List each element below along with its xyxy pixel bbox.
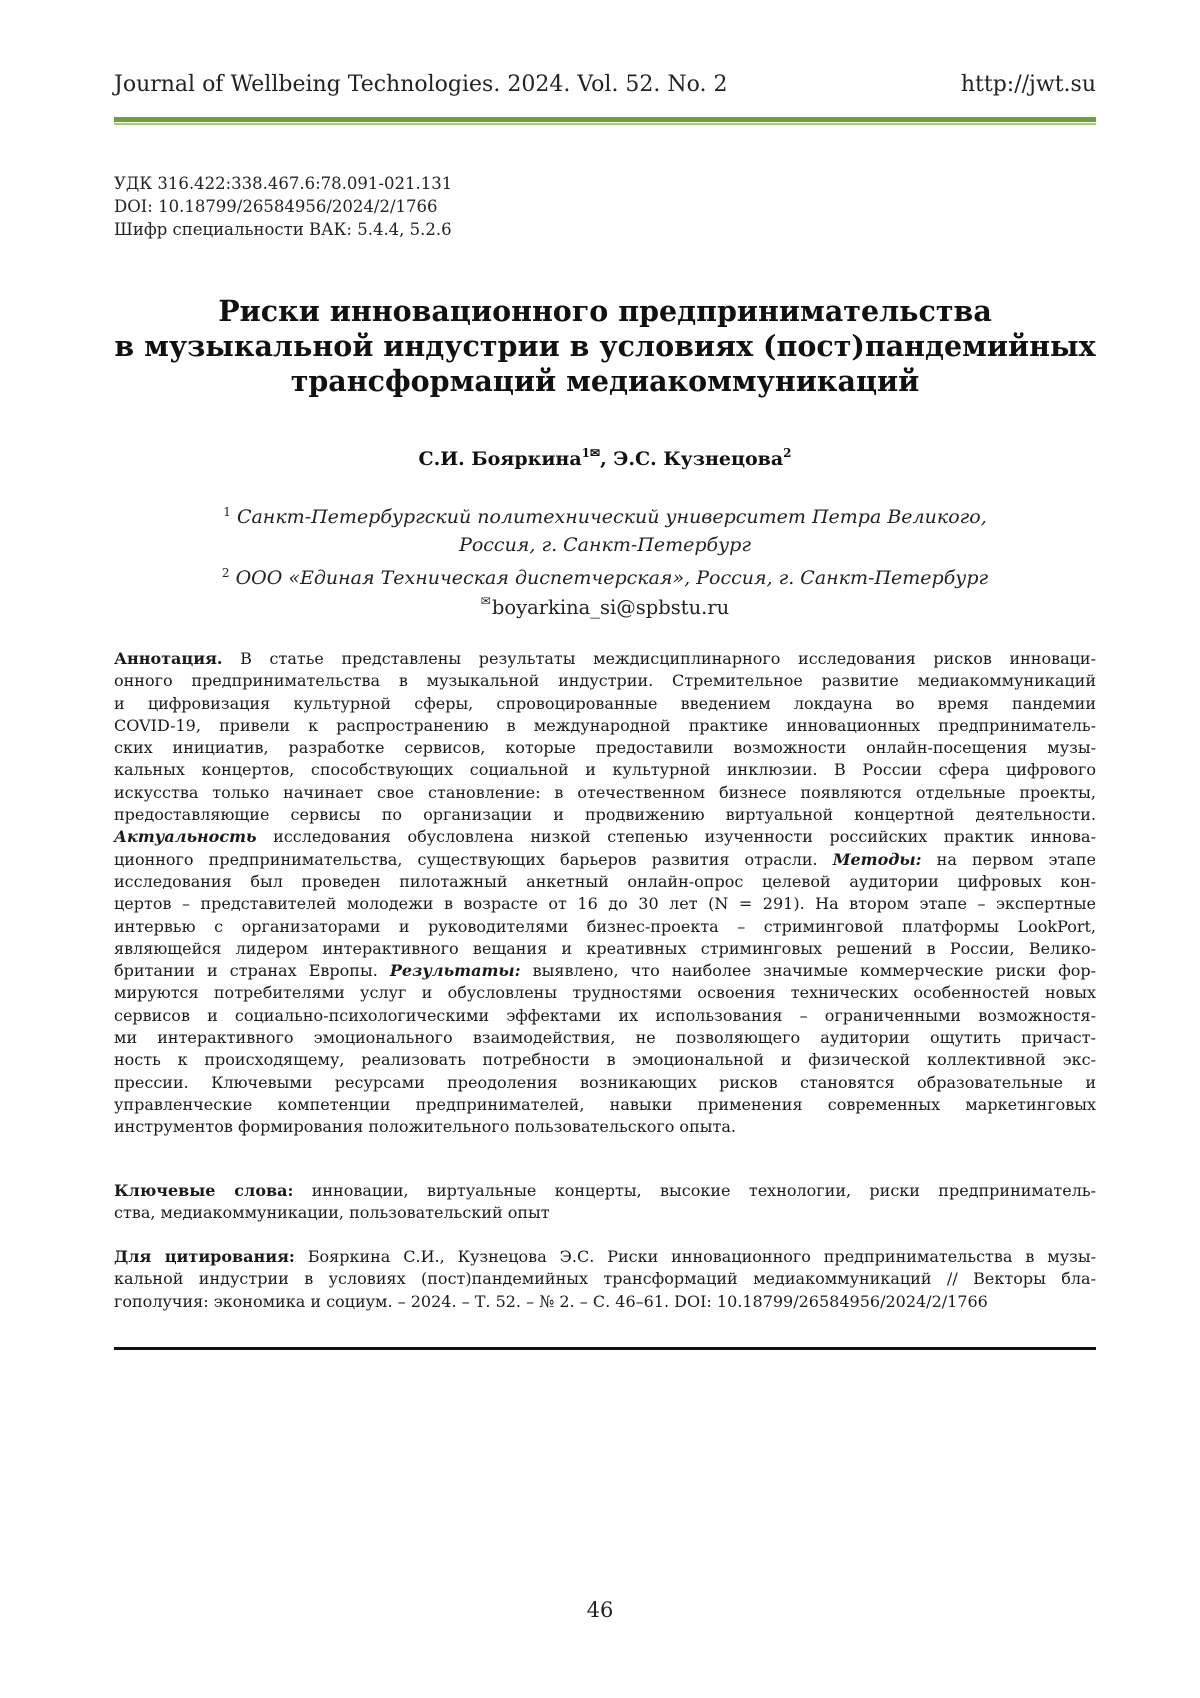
abstract-line: Аннотация. В статье представлены результаты междисциплинарного исследования рисков инноваци- [114, 649, 1096, 668]
abstract-line: интервью с организаторами и руководителями бизнес-проекта – стриминговой платформы LookPort, [114, 916, 1096, 936]
doi: DOI: 10.18799/26584956/2024/2/1766 [114, 197, 438, 216]
citation [114, 1246, 1096, 1313]
authors [114, 446, 1096, 470]
abstract-line: Актуальность исследования обусловлена низкой степенью изученности российских практик иннова- [114, 827, 1096, 847]
title-line: Риски инновационного предпринимательства [218, 294, 992, 328]
article-title [114, 294, 1096, 399]
journal-url[interactable]: http://jwt.su [960, 72, 1096, 97]
abstract-line: ми интерактивного эмоционального взаимодействия, не позволяющего аудитории ощутить причаст- [114, 1028, 1096, 1048]
abstract-line: исследования был проведен пилотажный анкетный онлайн-опрос целевой аудитории цифровых кон- [114, 871, 1096, 891]
abstract-line: мируются потребителями услуг и обусловлены трудностями освоения технических особенностей новых [114, 983, 1096, 1003]
abstract-line: предоставляющие сервисы по организации и продвижению виртуальной концертной деятельности. [114, 805, 1096, 825]
author-affil-marker: 2 [783, 446, 792, 460]
affiliation-1: $^1$ Санкт-Петербургский политехнический университет Петра Великого, [223, 505, 987, 528]
abstract-line: и цифровизация культурной сферы, спровоцированные введением локдауна во время пандемии [114, 693, 1096, 713]
citation-line: гополучия: экономика и социум. – 2024. – Т. 52. – № 2. – С. 46–61. DOI: 10.18799/26584956/2024/2/1766 [114, 1291, 988, 1311]
abstract-line: ских инициатив, разработке сервисов, которые предоставили возможности онлайн-посещения музы- [114, 738, 1096, 758]
keywords-line: Ключевые слова: инновации, виртуальные концерты, высокие технологии, риски предприниматель- [114, 1181, 1097, 1200]
corresponding-email [114, 594, 1096, 619]
vak-code: Шифр специальности ВАК: 5.4.4, 5.2.6 [114, 220, 452, 239]
journal-name: Journal of Wellbeing Technologies. 2024. Vol. 52. No. 2 [114, 72, 728, 97]
udk-code: УДК 316.422:338.467.6:78.091-021.131 [114, 174, 453, 193]
email-link[interactable]: boyarkina_si@spbstu.ru [491, 596, 730, 619]
abstract-line: цертов – представителей молодежи в возрасте от 16 до 30 лет (N = 291). На втором этапе – экспертные [114, 894, 1096, 914]
abstract-line: ность к происходящему, реализовать потребности в эмоциональной и физической коллективной экс- [114, 1050, 1096, 1070]
citation-line: кальной индустрии в условиях (пост)пандемийных трансформаций медиакоммуникаций // Векторы бла- [114, 1269, 1096, 1289]
abstract-line: британии и странах Европы. Результаты: выявлено, что наиболее значимые коммерческие риски фор- [114, 961, 1097, 981]
abstract [114, 648, 1096, 1139]
abstract-line: COVID-19, привели к распространению в международной практике инновационных предприниматель- [114, 715, 1096, 735]
running-header [114, 72, 1096, 97]
abstract-line: прессии. Ключевыми ресурсами преодоления возникающих рисков становятся образовательные и [114, 1072, 1096, 1092]
affiliations [114, 498, 1096, 592]
title-line: трансформаций медиакоммуникаций [290, 364, 920, 398]
title-line: в музыкальной индустрии в условиях (пост)пандемийных [114, 329, 1096, 363]
affiliation-2: $^2$ ООО «Единая Техническая диспетчерская», Россия, г. Санкт-Петербург [221, 566, 989, 589]
author-affil-marker: 1 [581, 446, 590, 460]
author-name: С.И. Бояркина [418, 448, 582, 470]
section-divider [114, 1347, 1096, 1350]
abstract-line: онного предпринимательства в музыкальной индустрии. Стремительное развитие медиакоммуникаций [114, 671, 1096, 691]
article-meta [114, 172, 452, 241]
abstract-line: инструментов формирования положительного пользовательского опыта. [114, 1117, 736, 1137]
keywords [114, 1180, 1096, 1225]
abstract-line: ционного предпринимательства, существующих барьеров развития отрасли. Методы: на первом этапе [114, 849, 1097, 869]
affiliation-1-city: Россия, г. Санкт-Петербург [459, 534, 751, 556]
abstract-line: кальных концертов, способствующих социальной и культурной инклюзии. В России сфера цифрового [114, 760, 1096, 780]
abstract-line: искусства только начинает свое становление: в отечественном бизнесе появляются отдельные проекты, [114, 782, 1096, 802]
envelope-icon: ✉ [590, 446, 601, 460]
abstract-line: сервисов и социально-психологическими эффектами их использования – ограниченными возможностя- [114, 1005, 1096, 1025]
envelope-icon: ✉ [480, 594, 491, 608]
author-name: , Э.С. Кузнецова [600, 448, 784, 470]
page-number: 46 [586, 1598, 614, 1622]
abstract-line: управленческие компетенции предпринимателей, навыки применения современных маркетинговых [114, 1094, 1096, 1114]
abstract-line: являющейся лидером интерактивного вещания и креативных стриминговых решений в России, Велико- [114, 938, 1096, 958]
citation-line: Для цитирования: Бояркина С.И., Кузнецова Э.С. Риски инновационного предпринимательства в музы- [114, 1247, 1097, 1266]
header-rule [114, 117, 1096, 122]
keywords-line: ства, медиакоммуникации, пользовательский опыт [114, 1203, 550, 1223]
